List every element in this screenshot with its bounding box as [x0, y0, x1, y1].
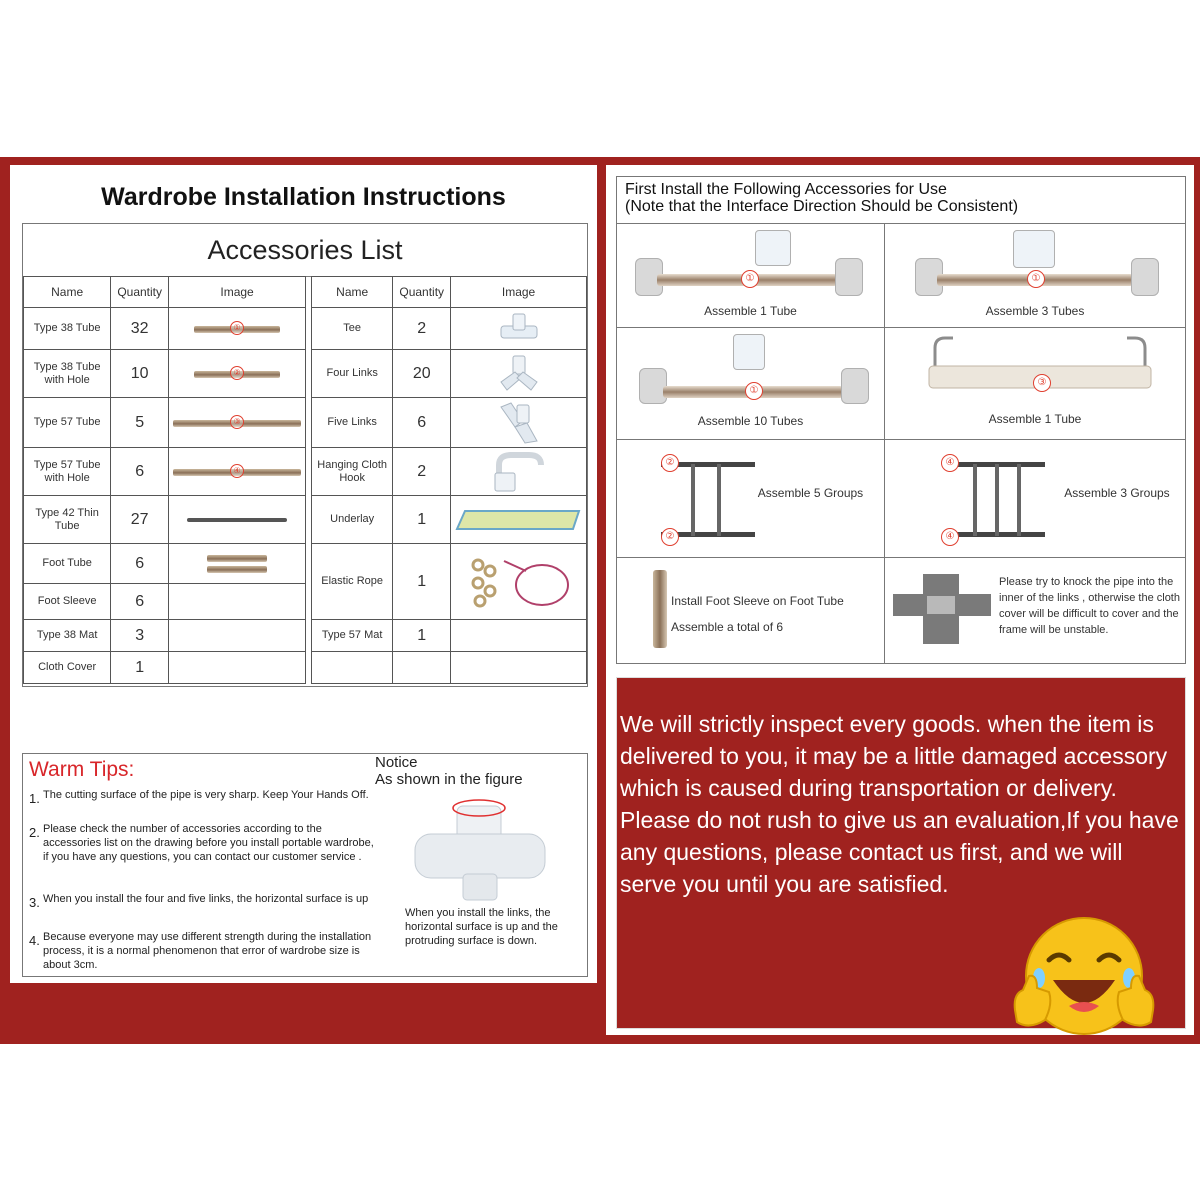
document-title: Wardrobe Installation Instructions: [101, 183, 506, 211]
table-row: [24, 584, 306, 620]
step-caption: Assemble 5 Groups: [757, 486, 864, 500]
four-links-image: [451, 350, 587, 398]
notice-subtitle: As shown in the figure: [375, 771, 523, 788]
step-assemble-hook-tube: ③ Assemble 1 Tube: [884, 327, 1185, 440]
row-name: Four Links: [312, 350, 393, 398]
service-message-box: [616, 677, 1186, 1029]
table-row: [312, 544, 587, 620]
row-name: Foot Tube: [24, 544, 111, 584]
row-name: Cloth Cover: [24, 652, 111, 684]
table-row: [24, 620, 306, 652]
accessories-table-left: [23, 276, 306, 684]
row-name: Type 38 Mat: [24, 620, 111, 652]
header-name: Name: [24, 277, 111, 308]
row-qty: 3: [111, 620, 169, 652]
row-name: Foot Sleeve: [24, 584, 111, 620]
header-quantity: Quantity: [111, 277, 169, 308]
table-header-row: [24, 277, 306, 308]
table-row: [24, 652, 306, 684]
table-row: [24, 448, 306, 496]
accessories-table-right: [311, 276, 587, 684]
header-image: Image: [169, 277, 306, 308]
right-instruction-panel: [606, 165, 1194, 1035]
notice-heading: [375, 754, 523, 788]
table-row: [312, 652, 587, 684]
tube-38-hole-image: ②: [169, 350, 306, 398]
table-header-row: [312, 277, 587, 308]
tip-item: 4. Because everyone may use different strength during the installation process, it is a normal phenomenon that error of wardrobe size is about 3cm.: [29, 931, 372, 971]
step-assemble-10-tubes: ① Assemble 10 Tubes: [617, 327, 884, 440]
table-row: [312, 496, 587, 544]
row-qty: 32: [111, 308, 169, 350]
tube-57-hole-image: ④: [169, 448, 306, 496]
thin-tube-image: [169, 496, 306, 544]
row-qty: 2: [393, 308, 451, 350]
row-qty: 1: [393, 544, 451, 620]
foot-tube-image: [169, 544, 306, 584]
row-qty: 10: [111, 350, 169, 398]
accessories-list-title: Accessories List: [23, 224, 587, 277]
step-caption: Assemble 10 Tubes: [697, 414, 804, 428]
row-name: Type 38 Tube with Hole: [24, 350, 111, 398]
tip-item: 3. When you install the four and five links, the horizontal surface is up: [29, 893, 369, 910]
row-qty: 2: [393, 448, 451, 496]
row-qty: 6: [111, 584, 169, 620]
step-caption: Assemble 1 Tube: [704, 304, 797, 318]
step-foot-sleeve: [617, 557, 884, 664]
tube-57-image: ③: [169, 398, 306, 448]
step-knock-pipe: [884, 557, 1185, 664]
five-links-image: [451, 398, 587, 448]
row-qty: 5: [111, 398, 169, 448]
row-qty: 6: [393, 398, 451, 448]
step-caption: Assemble 3 Tubes: [985, 304, 1085, 318]
underlay-image: [451, 496, 587, 544]
row-name: Type 57 Tube with Hole: [24, 448, 111, 496]
row-qty: 1: [111, 652, 169, 684]
tip-item: 1. The cutting surface of the pipe is very sharp. Keep Your Hands Off.: [29, 789, 369, 806]
table-row: [312, 448, 587, 496]
table-row: [24, 544, 306, 584]
warm-tips-title: Warm Tips:: [29, 758, 135, 781]
tip-item: 2. Please check the number of accessories according to the accessories list on the drawing before you install portable wardrobe, if you have any questions, you can contact our customer service .: [29, 823, 374, 863]
row-qty: 6: [111, 544, 169, 584]
fitting-notice-figure: [407, 796, 557, 904]
table-row: [24, 308, 306, 350]
steps-heading: [625, 181, 1018, 215]
step-caption: Assemble 1 Tube: [988, 412, 1082, 426]
step-assemble-1-tube: ① Assemble 1 Tube: [617, 223, 884, 328]
row-name: Type 57 Mat: [312, 620, 393, 652]
left-instruction-panel: [10, 165, 597, 983]
warm-tips: [22, 753, 588, 977]
notice-caption: When you install the links, the horizontal surface is up and the protruding surface is down.: [405, 907, 558, 947]
elastic-rope-image: [451, 544, 587, 620]
table-row: [24, 398, 306, 448]
table-row: [312, 620, 587, 652]
row-name: Underlay: [312, 496, 393, 544]
hook-image: [451, 448, 587, 496]
notice-title: Notice: [375, 754, 418, 771]
row-name: Five Links: [312, 398, 393, 448]
row-qty: 1: [393, 620, 451, 652]
header-quantity: Quantity: [393, 277, 451, 308]
table-row: [24, 350, 306, 398]
step-assemble-3-tubes: ① Assemble 3 Tubes: [884, 223, 1185, 328]
assembly-steps: [616, 176, 1186, 664]
step-assemble-3-groups: ④ ④ Assemble 3 Groups: [884, 439, 1185, 558]
row-name: Elastic Rope: [312, 544, 393, 620]
step-assemble-5-groups: ② ② Assemble 5 Groups: [617, 439, 884, 558]
step-caption: Assemble 3 Groups: [1064, 486, 1170, 500]
foot-sleeve-text: Install Foot Sleeve on Foot Tube Assemble a total of 6: [671, 594, 844, 634]
row-name: Tee: [312, 308, 393, 350]
knock-text: Please try to knock the pipe into the inner of the links , otherwise the cloth cover will be difficult to cover and the frame will be unstable.: [999, 576, 1180, 636]
service-message: We will strictly inspect every goods. when the item is delivered to you, it may be a little damaged accessory which is caused during transportation or delivery. Please do not rush to give us an evaluation,If you have any questions, please contact us first, and we will serve you until you are satisfied.: [620, 711, 1179, 897]
accessories-list: [22, 223, 588, 687]
row-name: Type 38 Tube: [24, 308, 111, 350]
tee-image: [451, 308, 587, 350]
table-row: [312, 398, 587, 448]
table-row: [312, 350, 587, 398]
row-qty: 20: [393, 350, 451, 398]
header-name: Name: [312, 277, 393, 308]
table-row: [312, 308, 587, 350]
steps-heading-line: (Note that the Interface Direction Should be Consistent): [625, 198, 1019, 215]
row-name: Type 57 Tube: [24, 398, 111, 448]
steps-heading-line: First Install the Following Accessories for Use: [625, 181, 947, 198]
header-image: Image: [451, 277, 587, 308]
row-qty: 27: [111, 496, 169, 544]
table-row: [24, 496, 306, 544]
row-qty: 1: [393, 496, 451, 544]
tube-38-image: ①: [169, 308, 306, 350]
row-qty: 6: [111, 448, 169, 496]
laughing-emoji-icon: [1009, 914, 1159, 1044]
row-name: Type 42 Thin Tube: [24, 496, 111, 544]
row-name: Hanging Cloth Hook: [312, 448, 393, 496]
